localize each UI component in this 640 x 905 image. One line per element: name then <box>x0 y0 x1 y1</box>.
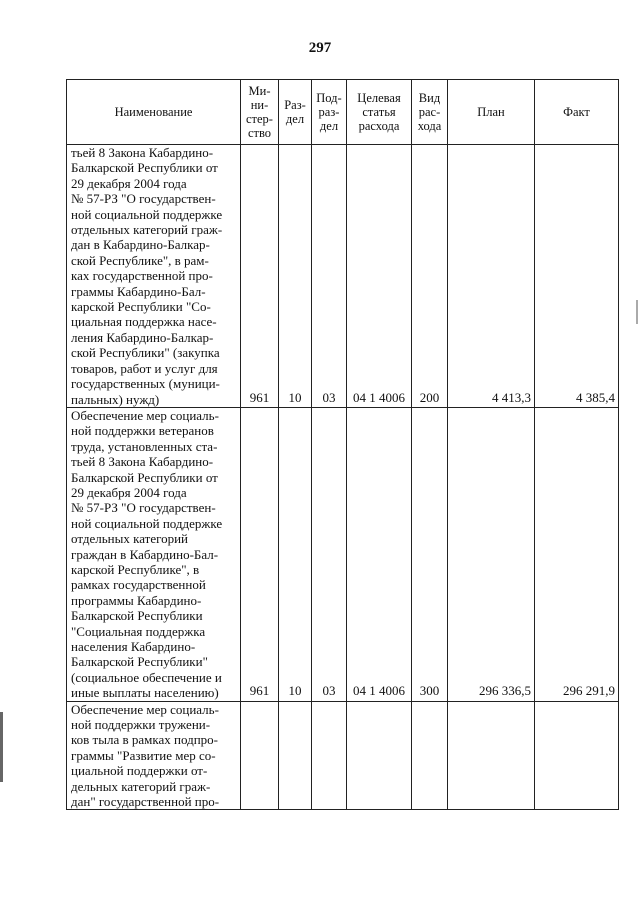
row-expense-type: 300 <box>412 407 448 701</box>
header-ministry: Ми- ни- стер- ство <box>241 80 279 145</box>
header-plan: План <box>448 80 535 145</box>
header-section: Раз- дел <box>279 80 312 145</box>
table-row <box>67 145 619 408</box>
row-plan: 296 336,5 <box>448 407 535 701</box>
row-plan: 4 413,3 <box>448 145 535 408</box>
row-subsection <box>312 701 347 810</box>
row-subsection: 03 <box>312 145 347 408</box>
header-fact: Факт <box>535 80 619 145</box>
row-fact: 296 291,9 <box>535 407 619 701</box>
row-name: Обеспечение мер социаль- ной поддержки ветеранов труда, установленных ста- тьей 8 Закона Кабардино- Балкарской Республики от 29 декабря 2004 года № 57-РЗ "О государствен- ной социальной поддержке отдельных категорий граждан в Кабардино-Бал- карской Республике", в рамках государственной программы Кабардино- Балкарской Республики "Социальная поддержка населения Кабардино- Балкарской Республики" (социальное обеспечение и иные выплаты населению) <box>67 407 241 701</box>
row-ministry: 961 <box>241 407 279 701</box>
header-name: Наименование <box>67 80 241 145</box>
row-section: 10 <box>279 145 312 408</box>
row-name: тьей 8 Закона Кабардино- Балкарской Республики от 29 декабря 2004 года № 57-РЗ "О государствен- ной социальной поддержке отдельных категорий граж- дан в Кабардино-Балкар- ской Республике", в рам- ках государственной про- граммы Кабардино-Бал- карской Республики "Со- циальная поддержка насе- ления Кабардино-Балкар- ской Республики" (закупка товаров, работ и услуг для государственных (муници- пальных) нужд) <box>67 145 241 408</box>
budget-table <box>66 79 619 810</box>
row-ministry <box>241 701 279 810</box>
row-section <box>279 701 312 810</box>
page-number: 297 <box>308 40 332 56</box>
row-subsection: 03 <box>312 407 347 701</box>
row-ministry: 961 <box>241 145 279 408</box>
table-header-row <box>67 80 619 145</box>
scan-edge-mark <box>636 300 638 324</box>
table-row <box>67 407 619 701</box>
header-expense-type: Вид рас- хода <box>412 80 448 145</box>
scan-edge-mark <box>0 712 3 782</box>
row-name: Обеспечение мер социаль- ной поддержки тружени- ков тыла в рамках подпро- граммы "Развитие мер со- циальной поддержки от- дельных категорий граж- дан" государственной про- <box>67 701 241 810</box>
table-row <box>67 701 619 810</box>
row-target: 04 1 4006 <box>347 145 412 408</box>
row-plan <box>448 701 535 810</box>
header-subsection: Под- раз- дел <box>312 80 347 145</box>
row-fact <box>535 701 619 810</box>
header-target: Целевая статья расхода <box>347 80 412 145</box>
row-section: 10 <box>279 407 312 701</box>
row-expense-type <box>412 701 448 810</box>
row-fact: 4 385,4 <box>535 145 619 408</box>
row-expense-type: 200 <box>412 145 448 408</box>
row-target: 04 1 4006 <box>347 407 412 701</box>
row-target <box>347 701 412 810</box>
